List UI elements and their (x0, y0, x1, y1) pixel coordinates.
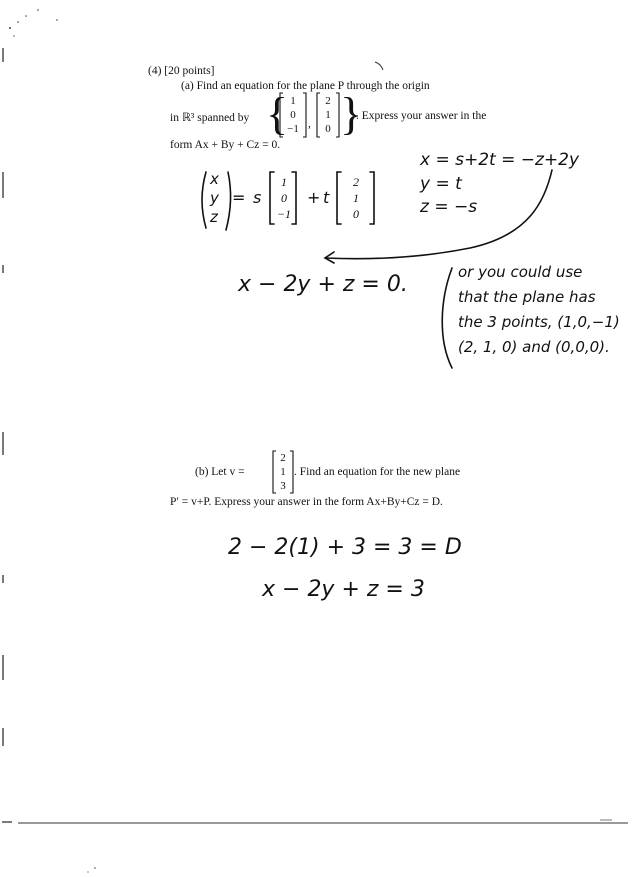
part-a-line2-pre: in ℝ³ spanned by (170, 112, 250, 124)
param-lhs-vector: x y z (210, 170, 219, 226)
span-vector-2: 2 1 0 (325, 95, 331, 135)
equals-sign: = (232, 188, 246, 207)
part-b-line1-post: . Find an equation for the new plane (294, 466, 461, 478)
part-a-line2-post: . Express your answer in the (356, 110, 487, 122)
system-y: y = t (420, 174, 462, 194)
param-s: s (253, 188, 262, 207)
plus-sign: + (307, 188, 321, 207)
answer-a: x − 2y + z = 0. (238, 272, 408, 297)
v-vector: 2 1 3 (280, 452, 286, 492)
part-b-line1-pre: (b) Let v = (195, 466, 245, 478)
left-brace: { (266, 88, 289, 139)
side-note: or you could use that the plane has the 3 points, (1,0,−1) (2, 1, 0) and (0,0,0). (458, 263, 620, 356)
answer-b-equation: x − 2y + z = 3 (262, 577, 425, 602)
answer-b-computation: 2 − 2(1) + 3 = 3 = D (228, 535, 462, 560)
right-brace: } (340, 88, 363, 139)
param-t: t (323, 188, 330, 207)
system-z: z = −s (420, 197, 478, 217)
part-a-line3: form Ax + By + Cz = 0. (170, 139, 281, 151)
param-vector-1: 1 0 −1 (276, 175, 292, 221)
vector-comma: , (308, 118, 311, 130)
system-x: x = s+2t = −z+2y (420, 150, 580, 170)
param-vector-2: 2 1 0 (353, 175, 359, 221)
problem-header: (4) [20 points] (148, 65, 215, 77)
span-vector-1: 1 0 −1 (287, 95, 299, 135)
part-a-line1: (a) Find an equation for the plane P through the origin (181, 80, 430, 92)
part-b-line2: P′ = v+P. Express your answer in the form Ax+By+Cz = D. (170, 496, 443, 508)
